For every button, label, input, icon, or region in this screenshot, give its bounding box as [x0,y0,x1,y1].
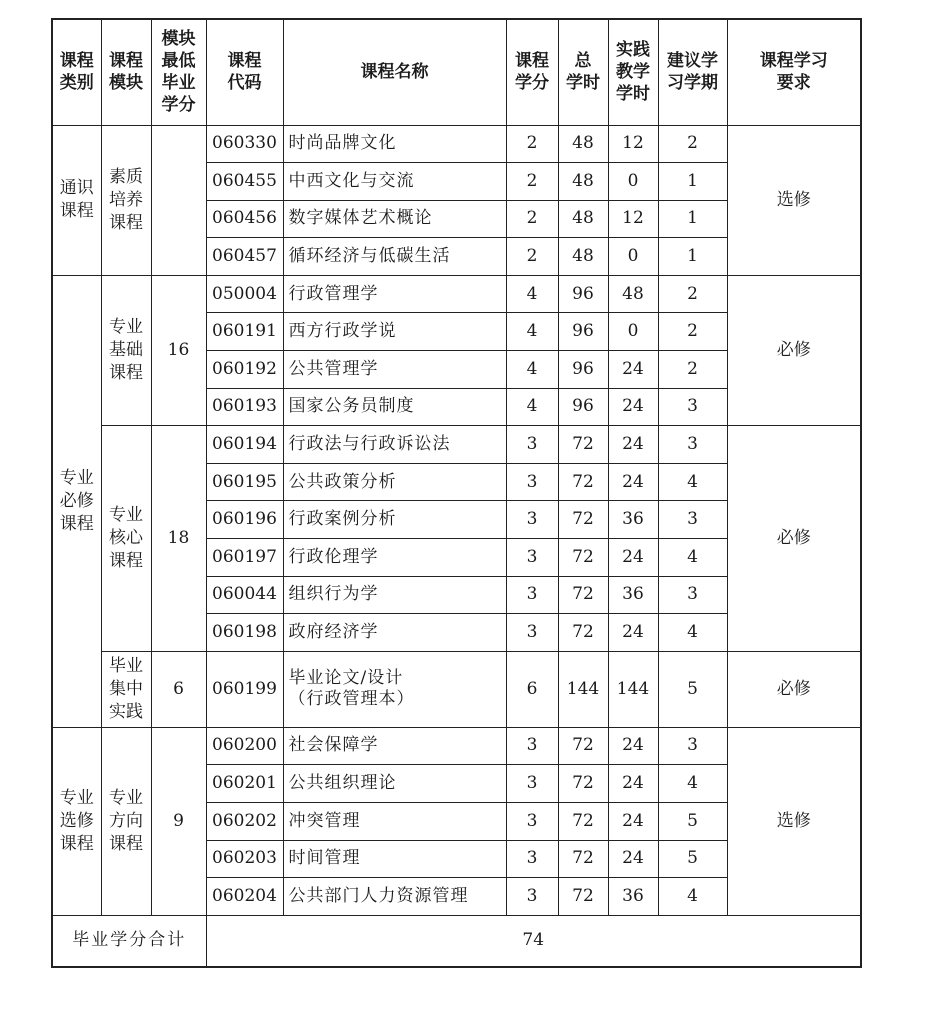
course-term-cell: 3 [658,576,727,614]
requirement-cell: 必修 [727,275,861,425]
course-code-cell: 060202 [206,803,283,841]
module-cell-line: 核心 [109,528,143,549]
module-cell-line: 课程 [109,212,143,233]
course-practice-cell: 36 [608,501,658,539]
course-credit-cell: 2 [506,200,558,238]
course-name-suffix: （行政管理本） [288,689,415,710]
course-name: 行政伦理学 [288,546,379,567]
course-hours-cell: 48 [558,238,608,276]
min-credits-cell: 18 [151,426,206,652]
course-practice-cell: 24 [608,539,658,577]
category-cell-line: 课程 [59,513,94,534]
category-cell [52,275,101,727]
module-cell-line: 毕业 [109,655,143,676]
course-name-cell [283,576,506,614]
header-requirement: 课程学习 要求 [727,19,861,125]
min-credits-cell: 16 [151,275,206,425]
course-name-cell [283,238,506,276]
course-name-cell [283,163,506,201]
course-name: 行政案例分析 [288,509,397,530]
course-term-cell: 3 [658,727,727,765]
course-code-cell: 060193 [206,388,283,426]
course-hours-cell: 72 [558,765,608,803]
course-hours-cell: 48 [558,200,608,238]
course-credit-cell: 3 [506,576,558,614]
requirement-cell: 选修 [727,727,861,915]
course-name: 循环经济与低碳生活 [288,245,451,266]
module-cell-line: 集中 [109,678,143,699]
requirement-cell: 必修 [727,426,861,652]
course-hours-cell: 72 [558,840,608,878]
course-name-cell [283,765,506,803]
course-hours-cell: 72 [558,803,608,841]
course-hours-cell: 72 [558,426,608,464]
table-body [52,125,861,967]
course-name: 时间管理 [288,848,361,869]
header-name: 课程名称 [283,19,506,125]
course-hours-cell: 72 [558,539,608,577]
course-practice-cell: 0 [608,163,658,201]
course-term-cell: 2 [658,351,727,389]
course-term-cell: 5 [658,840,727,878]
curriculum-table [51,18,862,968]
category-cell-line: 专业 [59,787,94,808]
course-name: 公共组织理论 [288,773,397,794]
course-code-cell: 060456 [206,200,283,238]
course-term-cell: 4 [658,614,727,652]
course-hours-cell: 72 [558,878,608,916]
course-name: 国家公务员制度 [288,396,415,417]
requirement-cell: 必修 [727,651,861,727]
course-credit-cell: 4 [506,313,558,351]
course-practice-cell: 24 [608,388,658,426]
course-credit-cell: 2 [506,238,558,276]
course-hours-cell: 96 [558,275,608,313]
course-name: 公共管理学 [288,358,379,379]
course-credit-cell: 6 [506,651,558,727]
course-name: 政府经济学 [288,621,379,642]
course-name: 组织行为学 [288,584,379,605]
course-code-cell: 060201 [206,765,283,803]
course-practice-cell: 36 [608,878,658,916]
header-module: 课程 模块 [101,19,151,125]
course-code-cell: 060457 [206,238,283,276]
course-code-cell: 060044 [206,576,283,614]
course-name-cell [283,463,506,501]
min-credits-cell [151,125,206,275]
course-term-cell: 3 [658,426,727,464]
course-credit-cell: 3 [506,803,558,841]
category-cell [52,727,101,915]
module-cell-line: 方向 [109,810,143,831]
course-code-cell: 060200 [206,727,283,765]
total-value: 74 [206,915,861,967]
total-row [52,915,861,967]
header-code: 课程 代码 [206,19,283,125]
course-name-cell [283,803,506,841]
course-practice-cell: 12 [608,200,658,238]
course-term-cell: 5 [658,803,727,841]
module-cell [101,651,151,727]
course-credit-cell: 2 [506,163,558,201]
course-credit-cell: 2 [506,125,558,163]
module-cell [101,426,151,652]
course-term-cell: 3 [658,388,727,426]
course-name: 毕业论文/设计 [288,668,404,689]
course-hours-cell: 72 [558,614,608,652]
header-term: 建议学 习学期 [658,19,727,125]
course-credit-cell: 4 [506,275,558,313]
course-name: 中西文化与交流 [288,170,415,191]
header-category: 课程 类别 [52,19,101,125]
course-name: 行政法与行政诉讼法 [288,433,451,454]
category-cell-line: 课程 [59,833,94,854]
course-term-cell: 5 [658,651,727,727]
module-cell [101,275,151,425]
course-hours-cell: 48 [558,125,608,163]
course-practice-cell: 12 [608,125,658,163]
course-name-cell [283,539,506,577]
course-credit-cell: 3 [506,426,558,464]
course-name: 公共政策分析 [288,471,397,492]
curriculum-table-wrapper [51,18,862,968]
course-credit-cell: 3 [506,463,558,501]
course-code-cell: 060196 [206,501,283,539]
category-cell-line: 课程 [59,201,94,222]
course-name-cell [283,125,506,163]
course-code-cell: 060198 [206,614,283,652]
course-code-cell: 060455 [206,163,283,201]
course-credit-cell: 3 [506,539,558,577]
table-row [52,426,861,464]
min-credits-cell: 9 [151,727,206,915]
module-cell-line: 课程 [109,833,143,854]
course-name: 西方行政学说 [288,321,397,342]
total-label: 毕业学分合计 [52,915,206,967]
course-term-cell: 1 [658,238,727,276]
course-name-cell [283,426,506,464]
course-term-cell: 1 [658,163,727,201]
course-term-cell: 3 [658,501,727,539]
module-cell-line: 专业 [109,317,143,338]
course-name-cell [283,275,506,313]
course-name: 数字媒体艺术概论 [288,208,433,229]
course-name-cell [283,501,506,539]
course-name-cell [283,840,506,878]
module-cell-line: 课程 [109,551,143,571]
course-code-cell: 050004 [206,275,283,313]
header-row [52,19,861,125]
course-hours-cell: 72 [558,727,608,765]
course-code-cell: 060204 [206,878,283,916]
course-name-cell [283,200,506,238]
header-credit: 课程 学分 [506,19,558,125]
course-name: 行政管理学 [288,283,379,304]
course-practice-cell: 0 [608,313,658,351]
course-code-cell: 060195 [206,463,283,501]
course-name-cell [283,614,506,652]
course-practice-cell: 24 [608,727,658,765]
course-practice-cell: 48 [608,275,658,313]
course-code-cell: 060203 [206,840,283,878]
course-term-cell: 2 [658,125,727,163]
course-code-cell: 060191 [206,313,283,351]
course-name: 公共部门人力资源管理 [288,885,469,906]
category-cell-line: 专业 [59,467,94,488]
course-credit-cell: 3 [506,614,558,652]
category-cell-line: 选修 [59,810,94,831]
course-term-cell: 2 [658,275,727,313]
category-cell-line: 通识 [59,178,94,199]
course-term-cell: 4 [658,765,727,803]
course-term-cell: 4 [658,463,727,501]
module-cell [101,727,151,915]
module-cell-line: 专业 [109,787,143,808]
course-code-cell: 060194 [206,426,283,464]
module-cell-line: 素质 [109,166,143,187]
course-name-cell [283,313,506,351]
course-name: 时尚品牌文化 [288,133,397,154]
course-practice-cell: 24 [608,803,658,841]
category-cell-line: 必修 [59,490,94,511]
module-cell [101,125,151,275]
module-cell-line: 培养 [109,189,143,210]
course-term-cell: 4 [658,878,727,916]
module-cell-line: 专业 [109,505,143,526]
course-name: 社会保障学 [288,735,379,756]
course-practice-cell: 0 [608,238,658,276]
header-practice: 实践 教学 学时 [608,19,658,125]
course-practice-cell: 24 [608,614,658,652]
requirement-cell: 选修 [727,125,861,275]
course-code-cell: 060192 [206,351,283,389]
module-cell-line: 课程 [109,363,143,384]
course-hours-cell: 72 [558,576,608,614]
course-hours-cell: 48 [558,163,608,201]
course-hours-cell: 96 [558,313,608,351]
course-name-cell [283,651,506,727]
course-practice-cell: 24 [608,765,658,803]
course-credit-cell: 4 [506,388,558,426]
table-row [52,727,861,765]
course-practice-cell: 144 [608,651,658,727]
course-hours-cell: 96 [558,388,608,426]
course-code-cell: 060197 [206,539,283,577]
course-hours-cell: 72 [558,501,608,539]
course-credit-cell: 3 [506,765,558,803]
course-name-cell [283,727,506,765]
course-credit-cell: 3 [506,727,558,765]
module-cell-line: 实践 [109,701,143,722]
header-hours: 总 学时 [558,19,608,125]
course-credit-cell: 3 [506,501,558,539]
course-credit-cell: 3 [506,878,558,916]
course-name-cell [283,351,506,389]
table-row [52,275,861,313]
course-hours-cell: 72 [558,463,608,501]
course-term-cell: 4 [658,539,727,577]
course-hours-cell: 144 [558,651,608,727]
category-cell [52,125,101,275]
table-row [52,651,861,727]
course-term-cell: 2 [658,313,727,351]
course-credit-cell: 3 [506,840,558,878]
module-cell-line: 基础 [109,340,143,361]
course-practice-cell: 24 [608,840,658,878]
course-practice-cell: 36 [608,576,658,614]
table-row [52,125,861,163]
course-practice-cell: 24 [608,351,658,389]
course-term-cell: 1 [658,200,727,238]
header-min-credits: 模块 最低 毕业 学分 [151,19,206,125]
course-practice-cell: 24 [608,463,658,501]
course-credit-cell: 4 [506,351,558,389]
course-name: 冲突管理 [288,810,361,831]
course-name-cell [283,388,506,426]
course-code-cell: 060199 [206,651,283,727]
course-code-cell: 060330 [206,125,283,163]
min-credits-cell: 6 [151,651,206,727]
course-name-cell [283,878,506,916]
course-practice-cell: 24 [608,426,658,464]
course-hours-cell: 96 [558,351,608,389]
